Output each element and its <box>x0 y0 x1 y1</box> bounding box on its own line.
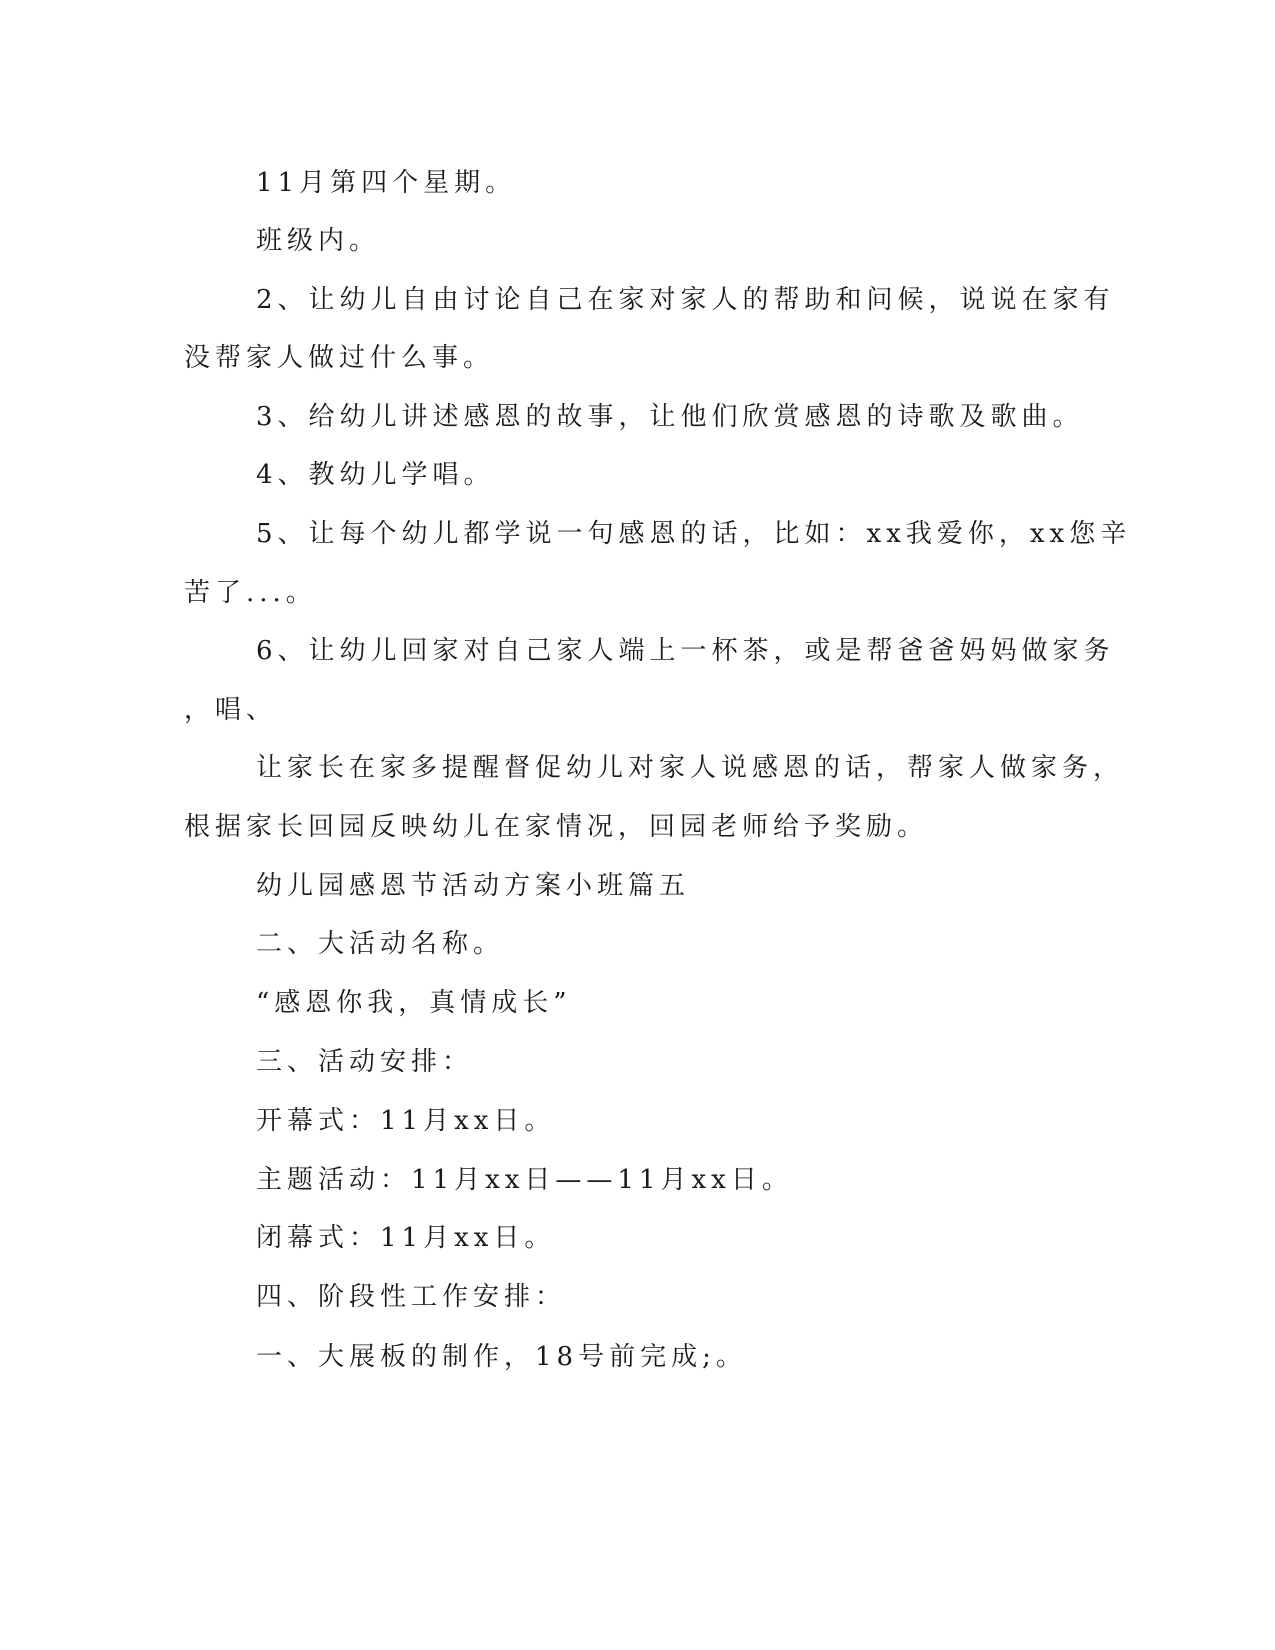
text-line: ，唱、 <box>184 695 278 725</box>
text-line: 5、让每个幼儿都学说一句感恩的话，比如：xx我爱你，xx您辛 <box>256 519 1132 549</box>
text-line: “感恩你我，真情成长” <box>256 988 572 1018</box>
text-line: 苦了...。 <box>184 578 317 608</box>
text-line: 班级内。 <box>256 226 381 256</box>
text-line: 6、让幼儿回家对自己家人端上一杯茶，或是帮爸爸妈妈做家务 <box>256 636 1115 666</box>
text-line: 主题活动：11月xx日——11月xx日。 <box>256 1165 793 1195</box>
text-line: 一、大展板的制作，18号前完成;。 <box>256 1342 747 1372</box>
text-line: 2、让幼儿自由讨论自己在家对家人的帮助和问候，说说在家有 <box>256 285 1115 315</box>
text-line: 根据家长回园反映幼儿在家情况，回园老师给予奖励。 <box>184 812 929 842</box>
text-line: 没帮家人做过什么事。 <box>184 343 495 373</box>
text-line: 闭幕式：11月xx日。 <box>256 1223 556 1253</box>
text-line: 3、给幼儿讲述感恩的故事，让他们欣赏感恩的诗歌及歌曲。 <box>256 402 1084 432</box>
text-line: 让家长在家多提醒督促幼儿对家人说感恩的话，帮家人做家务， <box>256 753 1125 783</box>
text-line: 二、大活动名称。 <box>256 929 505 959</box>
text-line: 开幕式：11月xx日。 <box>256 1106 556 1136</box>
text-line: 四、阶段性工作安排： <box>256 1282 567 1312</box>
text-line: 11月第四个星期。 <box>256 168 517 198</box>
section-heading: 幼儿园感恩节活动方案小班篇五 <box>256 871 691 901</box>
text-line: 三、活动安排： <box>256 1047 474 1077</box>
text-line: 4、教幼儿学唱。 <box>256 460 495 490</box>
